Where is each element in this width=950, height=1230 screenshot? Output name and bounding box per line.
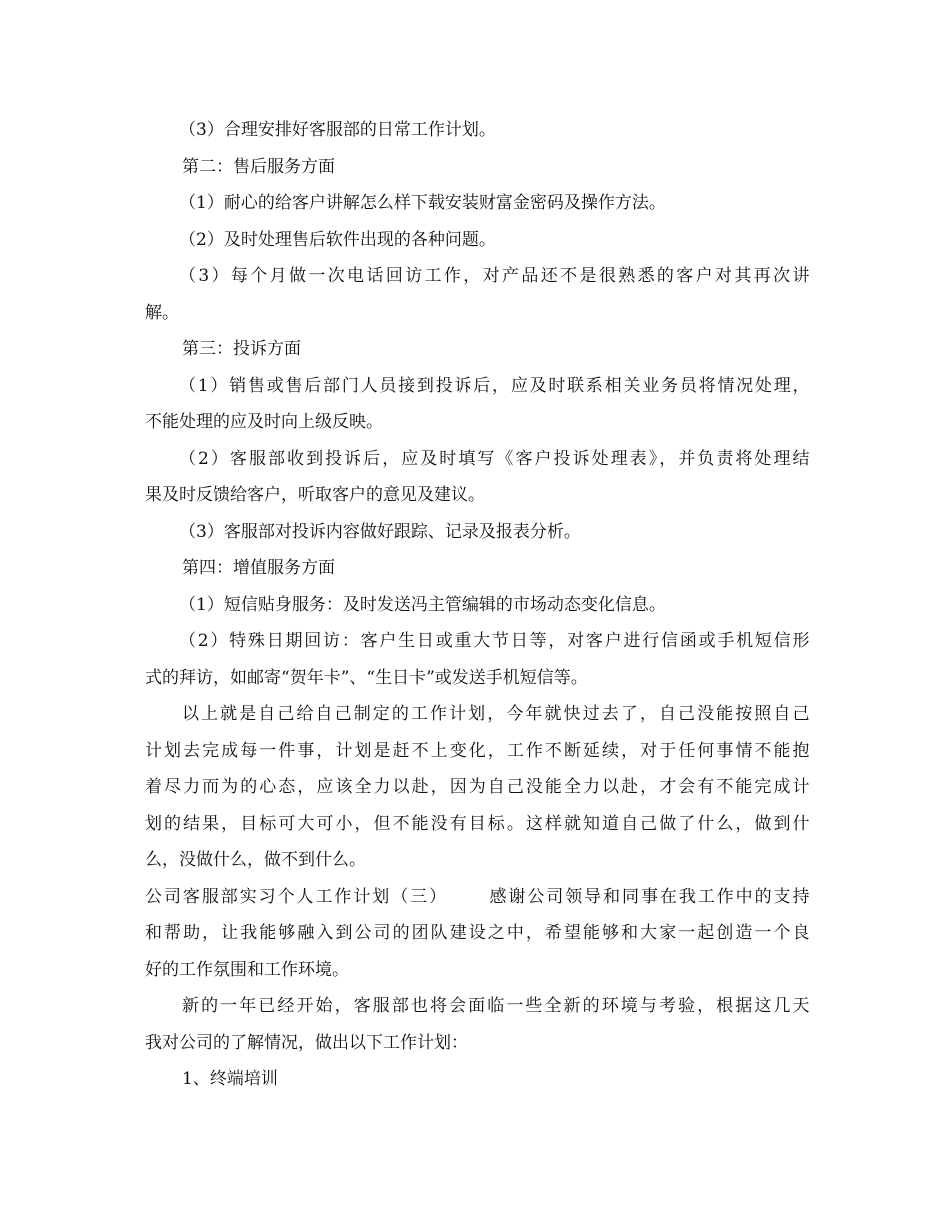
- document-body: [145, 112, 810, 879]
- text-line: 计划去完成每一件事，计划是赶不上变化，工作不断延续，对于任何事情不能抱: [145, 740, 810, 761]
- text-line: 新的一年已经开始，客服部也将会面临一些全新的环境与考验，根据这几天: [182, 996, 810, 1016]
- text-line: 我对公司的了解情况，做出以下工作计划：: [145, 1032, 468, 1053]
- text-line: （1）销售或售后部门人员接到投诉后，应及时联系相关业务员将情况处理，: [179, 375, 810, 396]
- document-page: [145, 112, 810, 1098]
- text-line: 第三：投诉方面: [182, 339, 301, 359]
- text-line: 解。: [145, 302, 179, 323]
- text-line: 好的工作氛围和工作环境。: [145, 959, 349, 980]
- text-line: （2）客服部收到投诉后，应及时填写《客户投诉处理表》，并负责将处理结: [179, 448, 810, 469]
- section-heading-line: [145, 879, 810, 916]
- text-line: 果及时反馈给客户，听取客户的意见及建议。: [145, 485, 485, 505]
- text-line: 和帮助，让我能够融入到公司的团队建设之中，希望能够和大家一起创造一个良: [145, 923, 810, 943]
- text-line: 以上就是自己给自己制定的工作计划，今年就快过去了，自己没能按照自己: [182, 704, 810, 724]
- text-line: 式的拜访，如邮寄“贺年卡”、“生日卡”或发送手机短信等。: [145, 667, 588, 688]
- text-line: （2）特殊日期回访：客户生日或重大节日等，对客户进行信函或手机短信形: [179, 631, 810, 651]
- text-line: （3）合理安排好客服部的日常工作计划。: [179, 120, 496, 140]
- text-line: 第四：增值服务方面: [182, 558, 335, 578]
- text-line: 着尽力而为的心态，应该全力以赴，因为自己没能全力以赴，才会有不能完成计: [145, 777, 810, 797]
- text-line: （3）客服部对投诉内容做好跟踪、记录及报表分析。: [179, 521, 581, 542]
- text-line: 么，没做什么，做不到什么。: [145, 850, 366, 870]
- text-line: 不能处理的应及时向上级反映。: [145, 412, 383, 432]
- document-body-continued: [145, 915, 810, 1098]
- text-line: （1）短信贴身服务：及时发送冯主管编辑的市场动态变化信息。: [179, 594, 666, 615]
- text-line: 第二：售后服务方面: [182, 156, 335, 177]
- heading-continuation: 感谢公司领导和同事在我工作中的支持: [488, 886, 810, 907]
- text-line: （2）及时处理售后软件出现的各种问题。: [179, 229, 496, 250]
- text-line: （1）耐心的给客户讲解怎么样下载安装财富金密码及操作方法。: [179, 193, 666, 213]
- text-line: （3）每个月做一次电话回访工作，对产品还不是很熟悉的客户对其再次讲: [179, 266, 810, 286]
- text-line: 划的结果，目标可大可小，但不能没有目标。这样就知道自己做了什么，做到什: [145, 813, 810, 834]
- section-heading: 公司客服部实习个人工作计划（三）: [145, 886, 449, 907]
- text-line: 1、终端培训: [182, 1069, 278, 1089]
